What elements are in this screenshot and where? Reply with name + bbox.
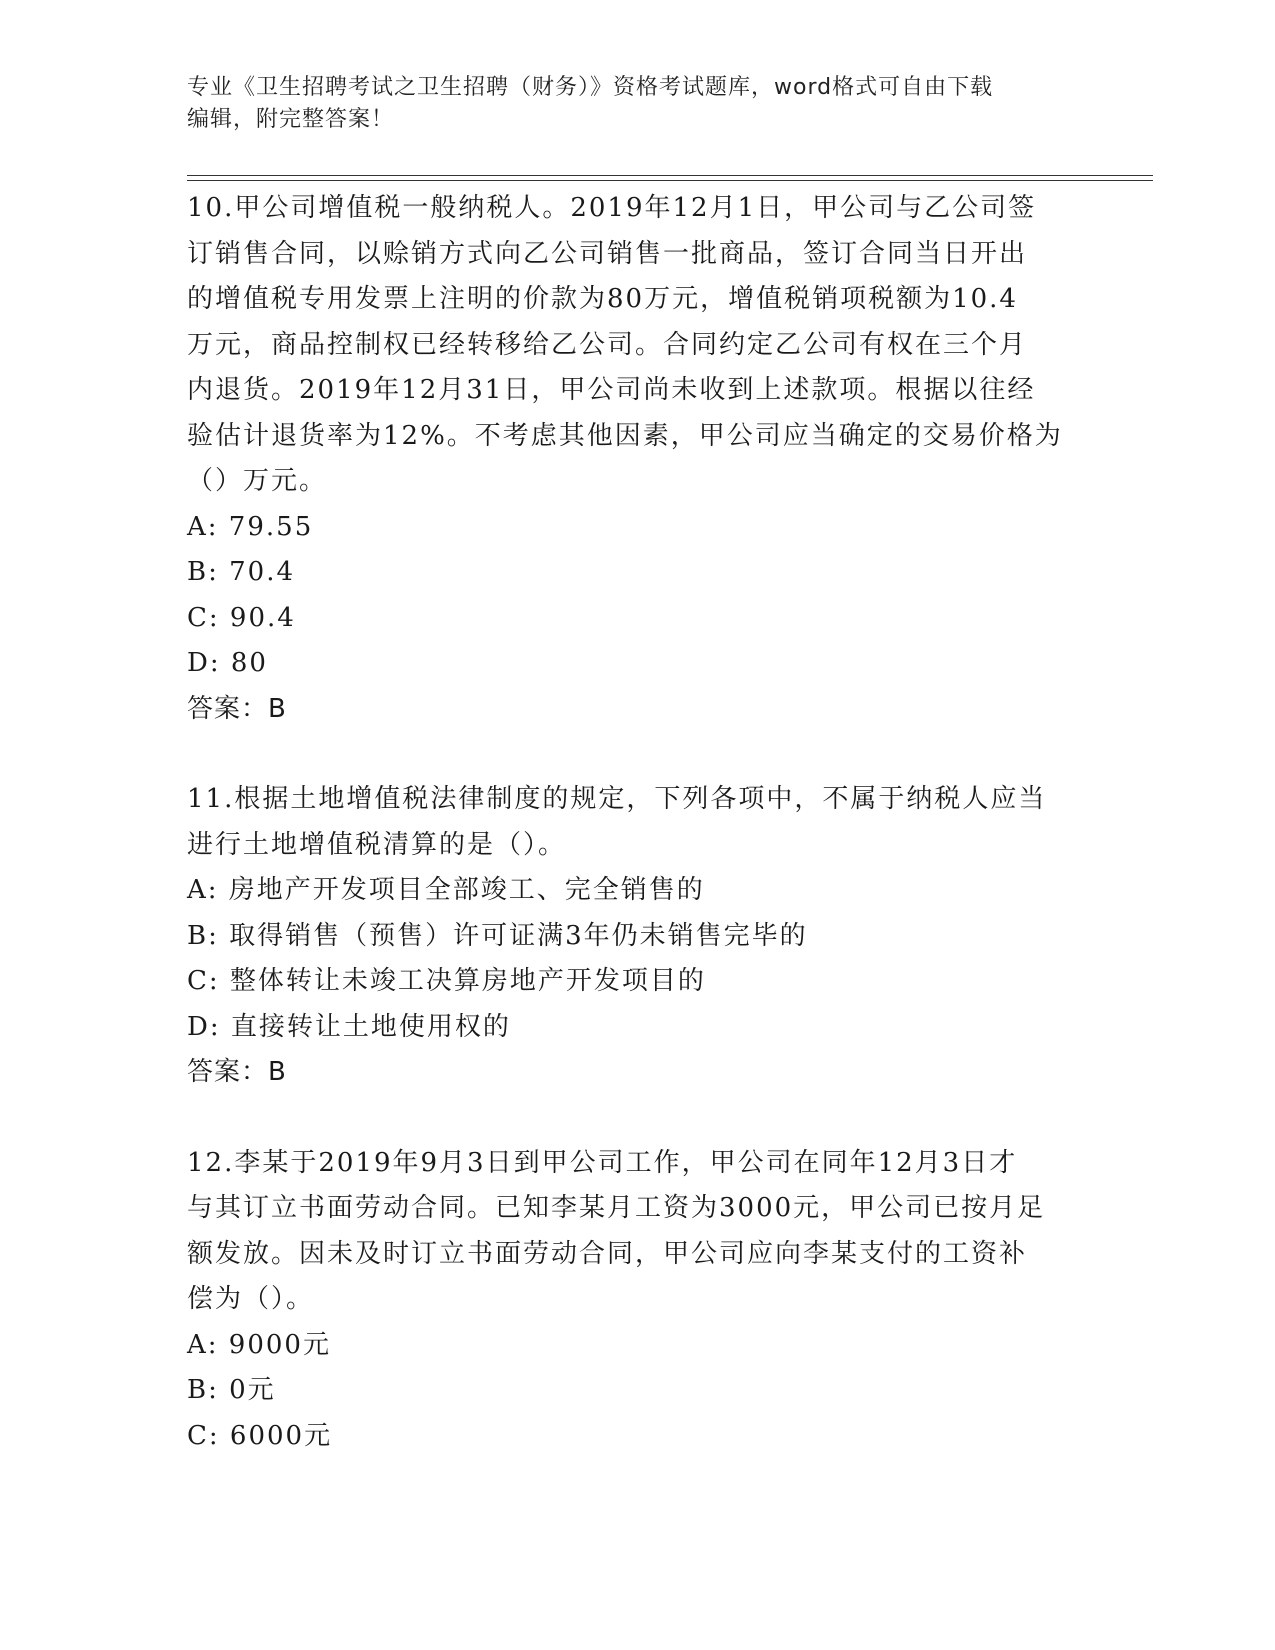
question-stem-line: 的增值税专用发票上注明的价款为80万元，增值税销项税额为10.4: [187, 284, 1018, 314]
question-stem-line: （）万元。: [187, 466, 328, 496]
option-a: A: 房地产开发项目全部竣工、完全销售的: [187, 875, 705, 905]
header-line-2: 编辑，附完整答案！: [187, 107, 395, 132]
answer-line: 答案：B: [187, 693, 287, 724]
question-12: [187, 1141, 1087, 1460]
question-stem-line: 11.根据土地增值税法律制度的规定，下列各项中，不属于纳税人应当: [187, 784, 1047, 814]
option-b: B: 0元: [187, 1375, 276, 1405]
header-divider-bottom: [187, 180, 1153, 181]
option-a: A: 79.55: [187, 511, 314, 542]
question-stem-line: 进行土地增值税清算的是（）。: [187, 829, 567, 860]
question-stem-line: 内退货。2019年12月31日，甲公司尚未收到上述款项。根据以往经: [187, 375, 1036, 405]
question-stem-line: 与其订立书面劳动合同。已知李某月工资为3000元，甲公司已按月足: [187, 1193, 1046, 1223]
option-b: B: 70.4: [187, 557, 296, 587]
option-c: C: 90.4: [187, 602, 296, 633]
question-10: [187, 186, 1087, 732]
answer-line: 答案：B: [187, 1057, 287, 1087]
question-list: [187, 186, 1087, 1459]
option-a: A: 9000元: [187, 1329, 331, 1360]
option-c: C: 6000元: [187, 1420, 333, 1451]
header-divider-top: [187, 175, 1153, 176]
question-stem-line: 额发放。因未及时订立书面劳动合同，甲公司应向李某支付的工资补: [187, 1238, 1028, 1269]
question-stem-line: 万元，商品控制权已经转移给乙公司。合同约定乙公司有权在三个月: [187, 329, 1028, 360]
question-11: [187, 777, 1087, 1096]
question-stem-line: 订销售合同，以赊销方式向乙公司销售一批商品，签订合同当日开出: [187, 238, 1028, 269]
question-spacer: [187, 1096, 1087, 1141]
question-stem-line: 验估计退货率为12%。不考虑其他因素，甲公司应当确定的交易价格为: [187, 420, 1063, 451]
question-stem-line: 10.甲公司增值税一般纳税人。2019年12月1日，甲公司与乙公司签: [187, 193, 1037, 223]
option-d: D: 80: [187, 648, 268, 678]
option-b: B: 取得销售（预售）许可证满3年仍未销售完毕的: [187, 920, 808, 951]
option-c: C: 整体转让未竣工决算房地产开发项目的: [187, 966, 706, 996]
question-stem-line: 12.李某于2019年9月3日到甲公司工作，甲公司在同年12月3日才: [187, 1147, 1018, 1178]
document-header: [187, 72, 1067, 136]
question-spacer: [187, 732, 1087, 777]
option-d: D: 直接转让土地使用权的: [187, 1011, 511, 1042]
header-line-1: 专业《卫生招聘考试之卫生招聘（财务）》资格考试题库，word格式可自由下载: [187, 75, 994, 100]
question-stem-line: 偿为（）。: [187, 1284, 315, 1314]
